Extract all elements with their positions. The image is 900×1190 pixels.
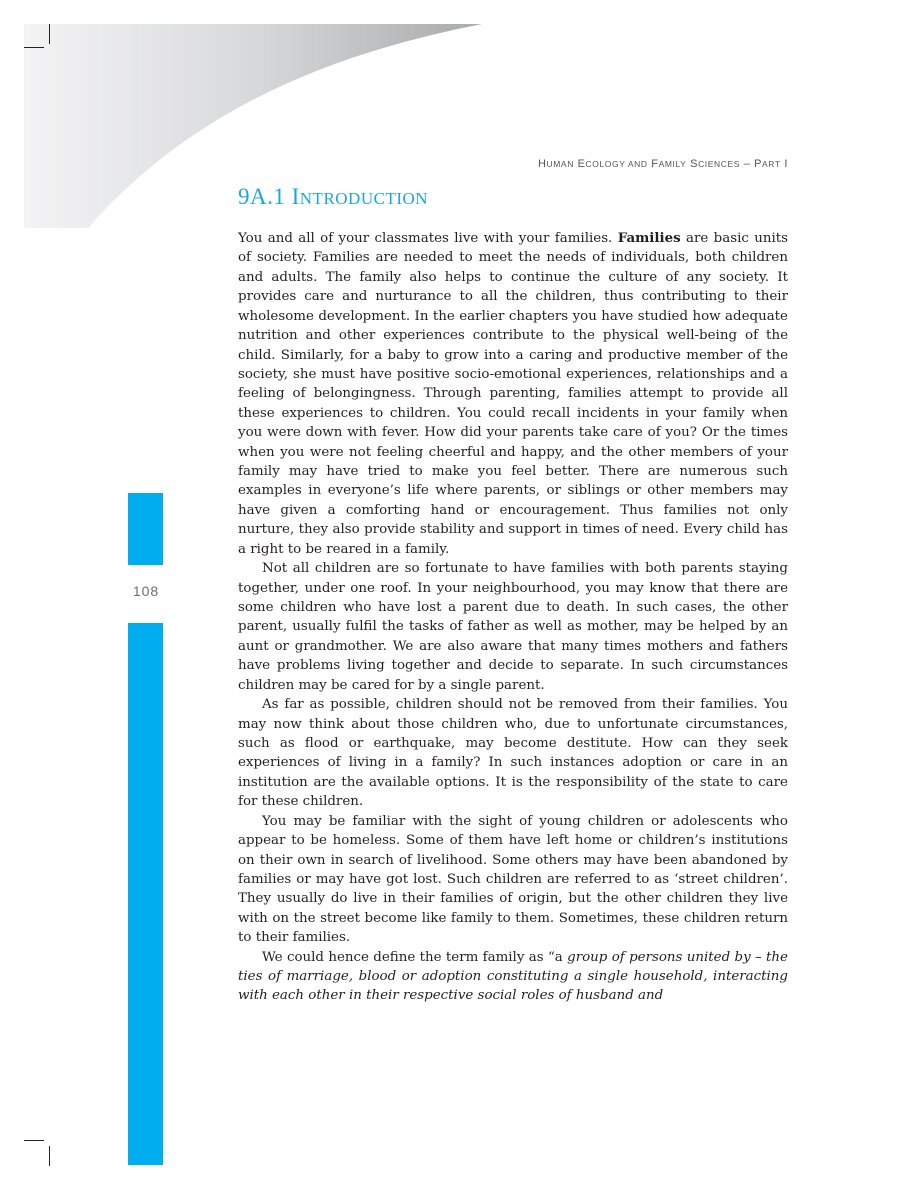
crop-mark [49,1146,50,1166]
crop-mark [24,47,44,48]
paragraph: You and all of your classmates live with your families. Families are basic units of society. Families are needed to meet the needs of individuals, both children and adults. The family also helps to continue the culture of any society. It provides care and nurturance to all the children, thus contributing to their wholesome development. In the earlier chapters you have studied how adequate nutrition and other experiences contribute to the physical well-being of the child. Similarly, for a baby to grow into a caring and productive member of the society, she must have positive socio-emotional experiences, relationships and a feeling of belongingness. Through parenting, families attempt to provide all these experiences to children. You could recall incidents in your family when you were down with fever. How did your parents take care of you? Or the times when you were not feeling cheerful and happy, and the other members of your family may have tried to make you feel better. There are numerous such examples in everyone’s life where parents, or siblings or other members may have given a comforting hand or encouragement. Thus families not only nurture, they also provide stability and support in times of need. Every child has a right to be reared in a family. [238,230,789,557]
paragraph: We could hence define the term family as “a group of persons united by – the ties of marriage, blood or adoption constituting a single household, interacting with each other in their respective social roles of husband and [238,949,788,1004]
paragraph: As far as possible, children should not be removed from their families. You may now think about those children who, due to unfortunate circumstances, such as flood or earthquake, may become destitute. How can they seek experiences of living in a family? In such instances adoption or care in an institution are the available options. It is the responsibility of the state to care for these children. [238,697,788,810]
section-title: 9A.1 INTRODUCTION [238,184,429,209]
crop-mark [49,24,50,44]
running-header: HUMAN ECOLOGY AND FAMILY SCIENCES – PART I [537,158,788,170]
decorative-swoosh [0,0,900,240]
key-term: Families [617,230,681,246]
side-strip-upper [128,493,163,565]
paragraph: You may be familiar with the sight of young children or adolescents who appear to be homeless. Some of them have left home or children’s institutions on their own in search of livelihood. Some others may have been abandoned by families or may have got lost. Such children are referred to as ‘street children’. They usually do live in their families of origin, but the other children they live with on the street become like family to them. Sometimes, these children return to their families. [238,813,788,946]
side-strip-lower [128,623,163,1165]
paragraph: Not all children are so fortunate to have families with both parents staying together, under one roof. In your neighbourhood, you may know that there are some children who have lost a parent due to death. In such cases, the other parent, usually fulfil the tasks of father as well as mother, may be helped by an aunt or grandmother. We are also aware that many times mothers and fathers have problems living together and decide to separate. In such circumstances children may be cared for by a single parent. [238,561,788,693]
page-number: 108 [132,583,160,599]
crop-mark [24,1140,44,1141]
definition-text: group of persons united by – the ties of marriage, blood or adoption constituting a single household, interacting with each other in their respective social roles of husband and [238,949,788,1004]
body-text [238,229,788,1006]
